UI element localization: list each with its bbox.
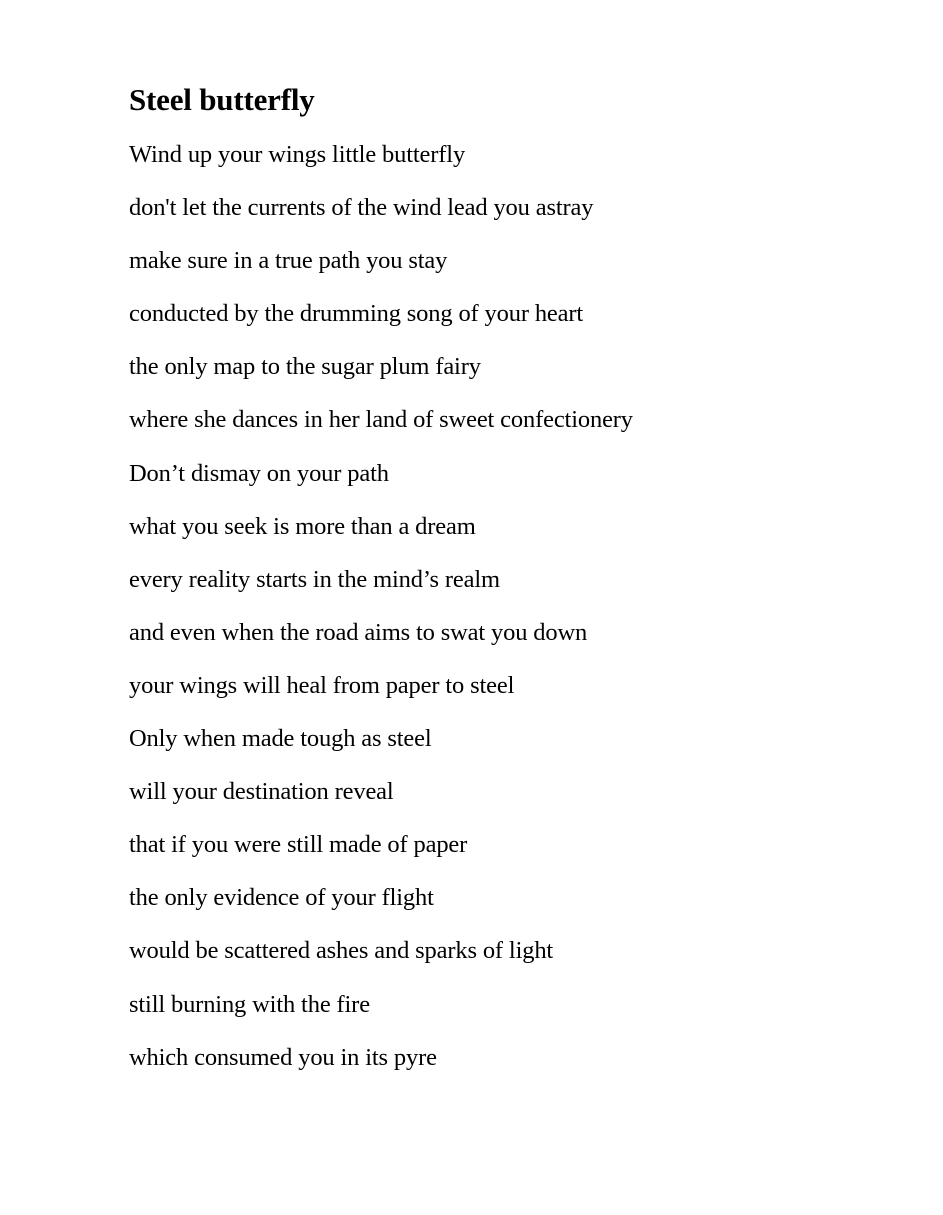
poem-line: Don’t dismay on your path	[129, 459, 389, 487]
poem-line: still burning with the fire	[129, 990, 370, 1018]
poem-line: the only evidence of your flight	[129, 884, 434, 912]
poem-line: and even when the road aims to swat you down	[129, 618, 588, 646]
poem-line: that if you were still made of paper	[129, 831, 468, 859]
poem-line: where she dances in her land of sweet confectionery	[129, 406, 633, 434]
poem-line: conducted by the drumming song of your heart	[129, 300, 584, 328]
poem-line: Wind up your wings little butterfly	[129, 141, 466, 168]
poem-body	[129, 140, 633, 1096]
poem-line: make sure in a true path you stay	[129, 247, 448, 275]
poem-line: every reality starts in the mind’s realm	[129, 565, 500, 593]
poem-line: the only map to the sugar plum fairy	[129, 353, 481, 381]
poem-line: Only when made tough as steel	[129, 725, 432, 753]
poem-line: your wings will heal from paper to steel	[129, 671, 515, 699]
poem-line: would be scattered ashes and sparks of light	[129, 937, 554, 965]
poem-line: what you seek is more than a dream	[129, 512, 476, 540]
poem-line: will your destination reveal	[129, 778, 394, 806]
poem-line: don't let the currents of the wind lead you astray	[129, 194, 594, 222]
poem-line: which consumed you in its pyre	[129, 1043, 437, 1071]
poem-title: Steel butterfly	[129, 82, 315, 117]
